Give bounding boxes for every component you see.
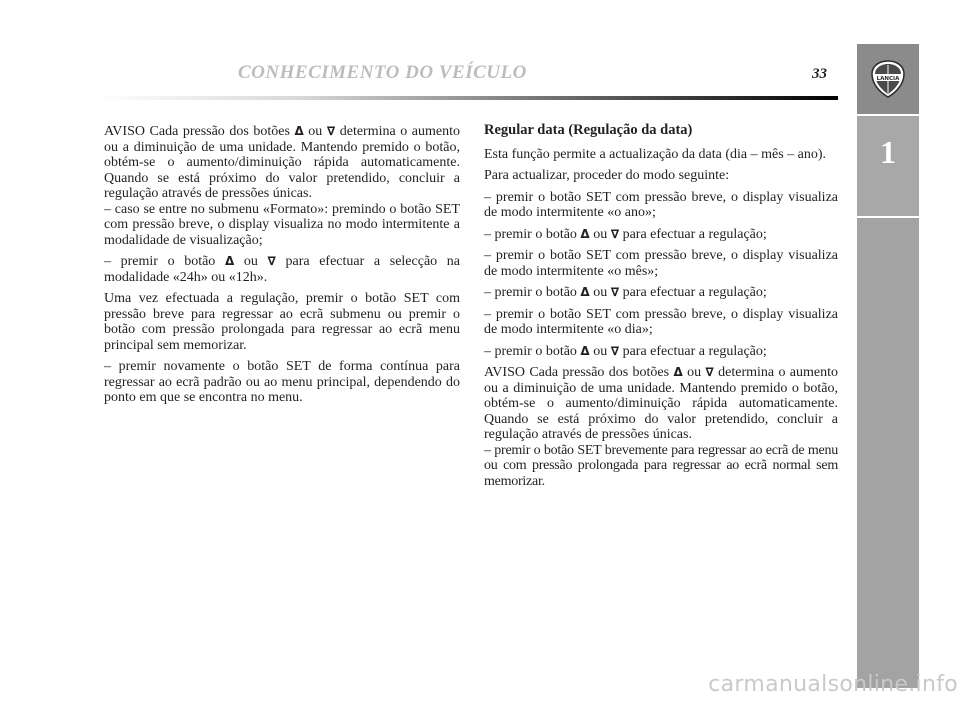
left-select-mode-paragraph: – premir o botão Δ ou ∇ para efectuar a selecção na modalidade «24h» ou «12h». (104, 254, 461, 285)
triangle-down-icon: ∇ (267, 254, 276, 268)
left-after-regulation-paragraph: Uma vez efectuada a regulação, premir o botão SET com pressão breve para regressar ao ecrã submenu ou premir o botão com pressão prolongada para regressar ao ecrã menu principal sem memorizar. (104, 291, 460, 353)
triangle-up-icon: Δ (580, 343, 590, 358)
right-text-column (484, 123, 838, 495)
left-format-submenu-paragraph: – caso se entre no submenu «Formato»: premindo o botão SET com pressão breve, o display visualiza no modo intermitente a modalidade de visualização; (104, 201, 460, 248)
left-warning-paragraph: AVISO Cada pressão dos botões Δ ou ∇ determina o aumento ou a diminuição de uma unidade. Mantendo premido o botão, obtém-se o aumento/diminuição rápida automaticamente. Quando se está próximo do valor pretendido, concluir a regulação através de pressões únicas. (104, 124, 461, 201)
left-press-again-paragraph: – premir novamente o botão SET de forma contínua para regressar ao ecrã padrão ou ao menu principal, dependendo do ponto em que se encontra no menu. (104, 359, 460, 405)
right-procedure-paragraph: Para actualizar, proceder do modo seguinte: (484, 168, 730, 183)
triangle-up-icon: Δ (294, 124, 304, 138)
left-text-column (104, 124, 460, 412)
watermark: carmanualsonline.info (708, 672, 958, 697)
logo-text: LANCIA (876, 76, 900, 82)
right-warning-paragraph: AVISO Cada pressão dos botões Δ ou ∇ determina o aumento ou a diminuição de uma unidade. Mantendo premido o botão, obtém-se o aumento/diminuição rápida automaticamente. Quando se está próximo do valor pretendido, concluir a regulação através de pressões únicas. (484, 365, 838, 442)
triangle-up-icon: Δ (580, 226, 590, 241)
page-number: 33 (812, 66, 827, 82)
tab-lower-block (857, 218, 919, 688)
triangle-up-icon: Δ (580, 285, 590, 299)
header-rule (96, 96, 838, 100)
right-step-adjust-year: – premir o botão Δ ou ∇ para efectuar a regulação; (484, 226, 767, 242)
triangle-down-icon: ∇ (610, 285, 620, 299)
lancia-logo-icon (871, 60, 905, 98)
right-step-adjust-day: – premir o botão Δ ou ∇ para efectuar a regulação; (484, 343, 767, 359)
right-step-year: – premir o botão SET com pressão breve, o display visualiza de modo intermitente «o ano»; (484, 189, 838, 220)
right-step-adjust-month: – premir o botão Δ ou ∇ para efectuar a regulação; (484, 285, 767, 300)
section-heading: Regular data (Regulação da data) (484, 122, 693, 138)
triangle-down-icon: ∇ (610, 226, 620, 241)
right-intro-paragraph: Esta função permite a actualização da data (dia – mês – ano). (484, 146, 827, 162)
page-header-title: CONHECIMENTO DO VEÍCULO (238, 62, 527, 83)
triangle-up-icon: Δ (224, 254, 235, 268)
triangle-down-icon: ∇ (610, 343, 620, 358)
right-step-day: – premir o botão SET com pressão breve, o display visualiza de modo intermitente «o dia»; (484, 306, 838, 337)
right-return-paragraph: – premir o botão SET brevemente para regressar ao ecrã de menu ou com pressão prolongada para regressar ao ecrã normal sem memorizar. (484, 442, 838, 489)
triangle-down-icon: ∇ (705, 365, 714, 379)
right-step-month: – premir o botão SET com pressão breve, o display visualiza de modo intermitente «o mês»; (484, 248, 838, 279)
chapter-side-tab (857, 44, 919, 688)
triangle-down-icon: ∇ (326, 124, 336, 138)
chapter-number: 1 (880, 134, 896, 170)
triangle-up-icon: Δ (673, 365, 683, 379)
